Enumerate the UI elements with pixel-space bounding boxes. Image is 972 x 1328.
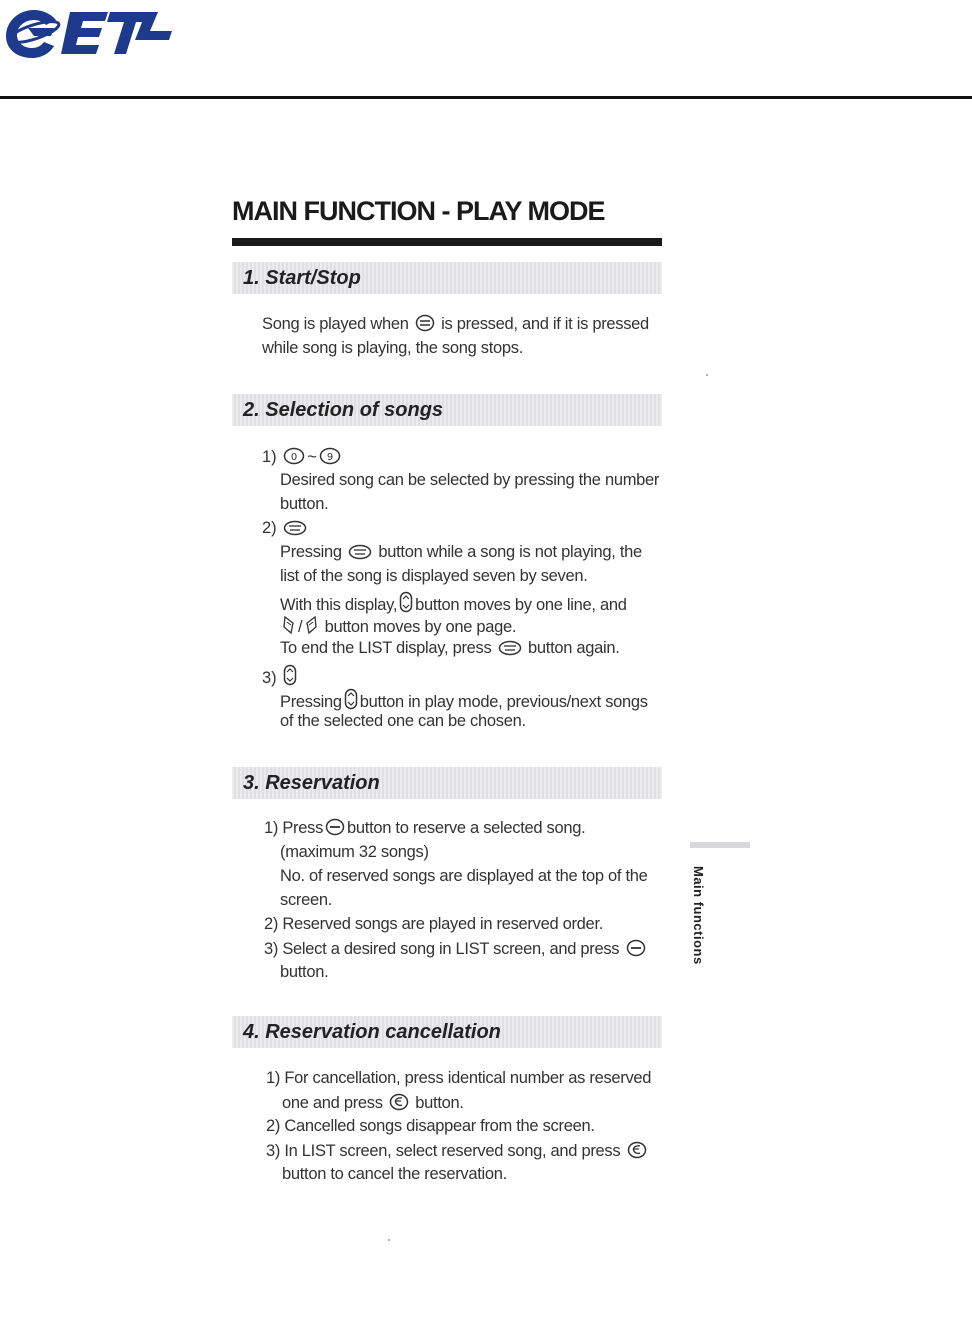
reservation-line-6: 3) Select a desired song in LIST screen, and press (264, 939, 648, 959)
menu-key-icon (348, 544, 372, 560)
clear-key-icon (389, 1093, 409, 1111)
svg-text:9: 9 (326, 452, 334, 463)
scan-speck (706, 374, 708, 376)
selection-item-1-desc-1: Desired song can be selected by pressing the number (280, 471, 660, 489)
reservation-line-7: button. (280, 963, 329, 981)
section-heading-reservation: 3. Reservation (232, 767, 662, 799)
selection-item-2: 2) (262, 519, 309, 538)
selection-item-3-line-2: of the selected one can be chosen. (280, 712, 526, 730)
etl-logo (4, 4, 174, 62)
cancellation-line-4: 3) In LIST screen, select reserved song, and press (266, 1141, 649, 1161)
phone-end-key-icon (415, 314, 435, 332)
menu-key-icon (283, 520, 307, 536)
number-key-icon (319, 447, 341, 465)
section-heading-selection: 2. Selection of songs (232, 394, 662, 426)
navigation-key-icon (399, 591, 413, 613)
header-rule (0, 96, 972, 99)
side-volume-key-icon (304, 615, 318, 635)
selection-item-1: 1) 0 ~ 9 (262, 447, 343, 467)
selection-item-2-line-5: To end the LIST display, press button again. (280, 639, 620, 657)
clear-key-icon (627, 1141, 647, 1159)
scan-speck (388, 1239, 390, 1241)
section-heading-reservation-cancellation: 4. Reservation cancellation (232, 1016, 662, 1048)
selection-item-2-line-2: list of the song is displayed seven by seven. (280, 567, 588, 585)
cancellation-line-1: 1) For cancellation, press identical number as reserved (266, 1069, 652, 1087)
reservation-line-2: (maximum 32 songs) (280, 843, 429, 861)
start-stop-line-1: Song is played when is pressed, and if it is pressed (262, 315, 649, 333)
svg-text:0: 0 (291, 452, 298, 463)
selection-item-3-line-1: Pressing button in play mode, previous/next songs (280, 688, 648, 712)
selection-item-2-line-4: / button moves by one page. (280, 615, 516, 637)
title-rule (232, 238, 662, 246)
side-tab-marker (690, 842, 750, 848)
send-key-icon (325, 818, 345, 836)
cancellation-line-3: 2) Cancelled songs disappear from the screen. (266, 1117, 595, 1135)
side-volume-key-icon (282, 615, 296, 635)
navigation-key-icon (344, 688, 358, 710)
page-title: MAIN FUNCTION - PLAY MODE (232, 196, 605, 226)
section-heading-start-stop: 1. Start/Stop (232, 262, 662, 294)
side-tab-label: Main functions (691, 866, 706, 965)
selection-item-1-desc-2: button. (280, 495, 329, 513)
reservation-line-1: 1) Press button to reserve a selected song. (264, 819, 586, 837)
number-key-icon (283, 447, 305, 465)
send-key-icon (626, 939, 646, 957)
reservation-line-4: screen. (280, 891, 333, 909)
menu-key-icon (498, 640, 522, 656)
reservation-line-5: 2) Reserved songs are played in reserved order. (264, 915, 604, 933)
reservation-line-3: No. of reserved songs are displayed at the top of the (280, 867, 648, 885)
cancellation-line-2: one and press button. (282, 1094, 464, 1112)
start-stop-line-2: while song is playing, the song stops. (262, 339, 524, 357)
selection-item-2-line-1: Pressing button while a song is not playing, the (280, 543, 642, 561)
navigation-key-icon (283, 664, 297, 686)
selection-item-3: 3) (262, 664, 299, 688)
cancellation-line-5: button to cancel the reservation. (282, 1165, 507, 1183)
selection-item-2-line-3: With this display, button moves by one line, and (280, 591, 627, 615)
